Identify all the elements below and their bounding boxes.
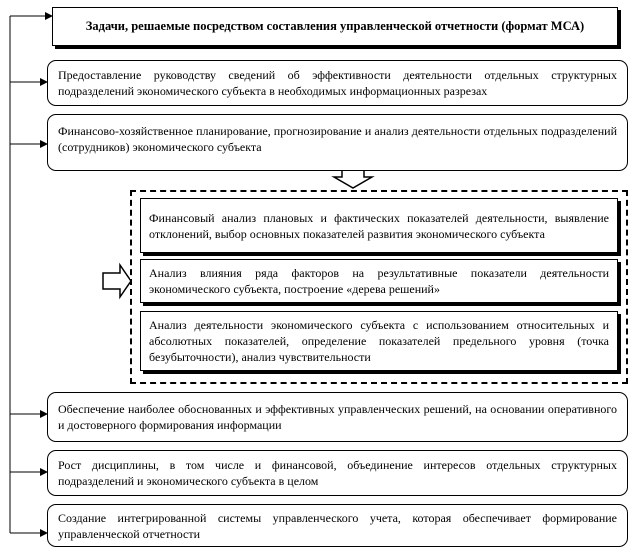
diagram-title — [52, 7, 618, 46]
analysis-text-3: Анализ деятельности экономического субъекта с использованием относительных и абсолютных показателей, определение показателей предельного уровня (точка безубыточности), анализ чувствительности — [149, 318, 609, 364]
analysis-box-3 — [140, 311, 618, 371]
task-text-3: Обеспечение наиболее обоснованных и эффективных управленческих решений, на основании оперативного и достоверного формирования информации — [58, 402, 617, 432]
task-text-2: Финансово-хозяйственное планирование, прогнозирование и анализ деятельности отдельных подразделений (сотрудников) экономического субъекта — [58, 124, 617, 154]
task-text-5: Создание интегрированной системы управленческого учета, которая обеспечивает формирование управленческой отчетности — [58, 510, 617, 541]
right-block-arrow — [103, 265, 131, 297]
task-box-3 — [47, 392, 628, 442]
down-block-arrow — [334, 168, 372, 188]
analysis-text-1: Финансовый анализ плановых и фактических показателей деятельности, выявление отклонений, выбор основных показателей развития экономического субъекта — [149, 210, 609, 241]
task-box-2 — [47, 114, 628, 171]
analysis-box-2 — [140, 259, 618, 303]
task-box-1 — [47, 60, 628, 106]
analysis-box-1 — [140, 198, 618, 253]
task-box-4 — [47, 450, 628, 496]
analysis-text-2: Анализ влияния ряда факторов на результативные показатели деятельности экономического субъекта, построение «дерева решений» — [149, 266, 609, 296]
diagram-title-text: Задачи, решаемые посредством составления управленческой отчетности (формат МСА) — [85, 19, 585, 33]
task-text-1: Предоставление руководству сведений об эффективности деятельности отдельных структурных подразделений экономического субъекта в необходимых информационных разрезах — [58, 68, 617, 98]
task-box-5 — [47, 504, 628, 547]
task-text-4: Рост дисциплины, в том числе и финансовой, объединение интересов отдельных структурных подразделений и экономического субъекта в целом — [58, 458, 617, 488]
